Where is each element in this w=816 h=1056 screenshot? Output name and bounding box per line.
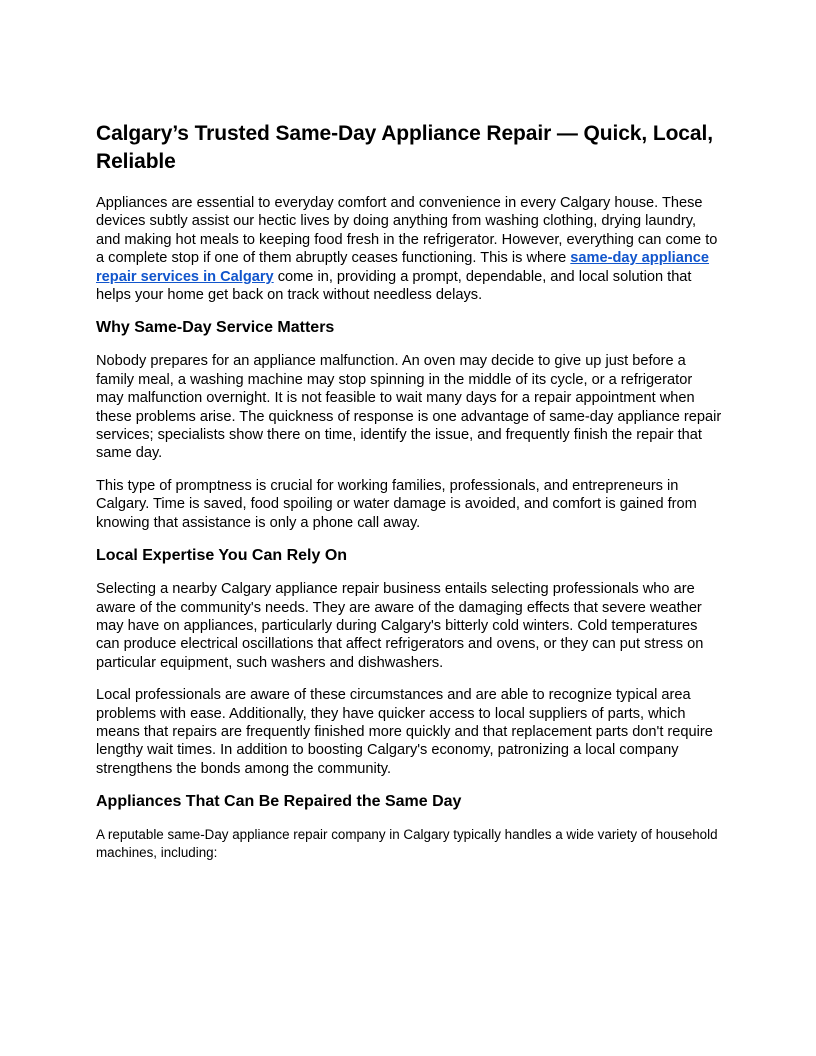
section-heading-local-expertise: Local Expertise You Can Rely On xyxy=(96,547,348,565)
document-page xyxy=(96,120,722,875)
section-heading-appliances-repaired: Appliances That Can Be Repaired the Same Day xyxy=(96,793,462,811)
section-paragraph: This type of promptness is crucial for working families, professionals, and entrepreneurs in Calgary. Time is saved, food spoiling or water damage is avoided, and comfort is gained from knowing that assistance is only a phone call away. xyxy=(96,477,697,531)
intro-paragraph xyxy=(96,194,722,304)
intro-text-after-link: come in, providing a prompt, dependable, and local solution that helps your home get back on track without needless delays. xyxy=(96,268,692,304)
intro-text-before-link: Appliances are essential to everyday comfort and convenience in every Calgary house. These devices subtly assist our hectic lives by doing anything from washing clothing, drying laundry, and making hot meals to keeping food fresh in the refrigerator. However, everything can come to a complete stop if one of them abruptly ceases functioning. This is where xyxy=(96,195,718,267)
section-paragraph: A reputable same-Day appliance repair company in Calgary typically handles a wide variety of household machines, including: xyxy=(96,827,718,860)
appliance-repair-services-link[interactable]: same-day appliance repair services in Calgary xyxy=(96,250,710,285)
page-title: Calgary’s Trusted Same-Day Appliance Repair — Quick, Local, Reliable xyxy=(96,122,713,173)
section-paragraph: Local professionals are aware of these circumstances and are able to recognize typical area problems with ease. Additionally, they have quicker access to local suppliers of parts, which means that repairs are frequently finished more quickly and that replacement parts don't require lengthy wait times. In addition to boosting Calgary's economy, patronizing a local company strengthens the bonds among the community. xyxy=(96,687,713,777)
section-heading-why-same-day: Why Same-Day Service Matters xyxy=(96,319,335,337)
section-paragraph: Selecting a nearby Calgary appliance repair business entails selecting professionals who are aware of the community's needs. They are aware of the damaging effects that severe weather may have on appliances, particularly during Calgary's bitterly cold winters. Cold temperatures can produce electrical oscillations that affect refrigerators and ovens, or they can put stress on particular equipment, such washers and dishwashers. xyxy=(96,581,704,671)
section-paragraph: Nobody prepares for an appliance malfunction. An oven may decide to give up just before a family meal, a washing machine may stop spinning in the middle of its cycle, or a refrigerator may malfunction overnight. It is not feasible to wait many days for a repair appointment when these problems arise. The quickness of response is one advantage of same-day appliance repair services; specialists show there on time, identify the issue, and frequently finish the repair that same day. xyxy=(96,353,722,462)
